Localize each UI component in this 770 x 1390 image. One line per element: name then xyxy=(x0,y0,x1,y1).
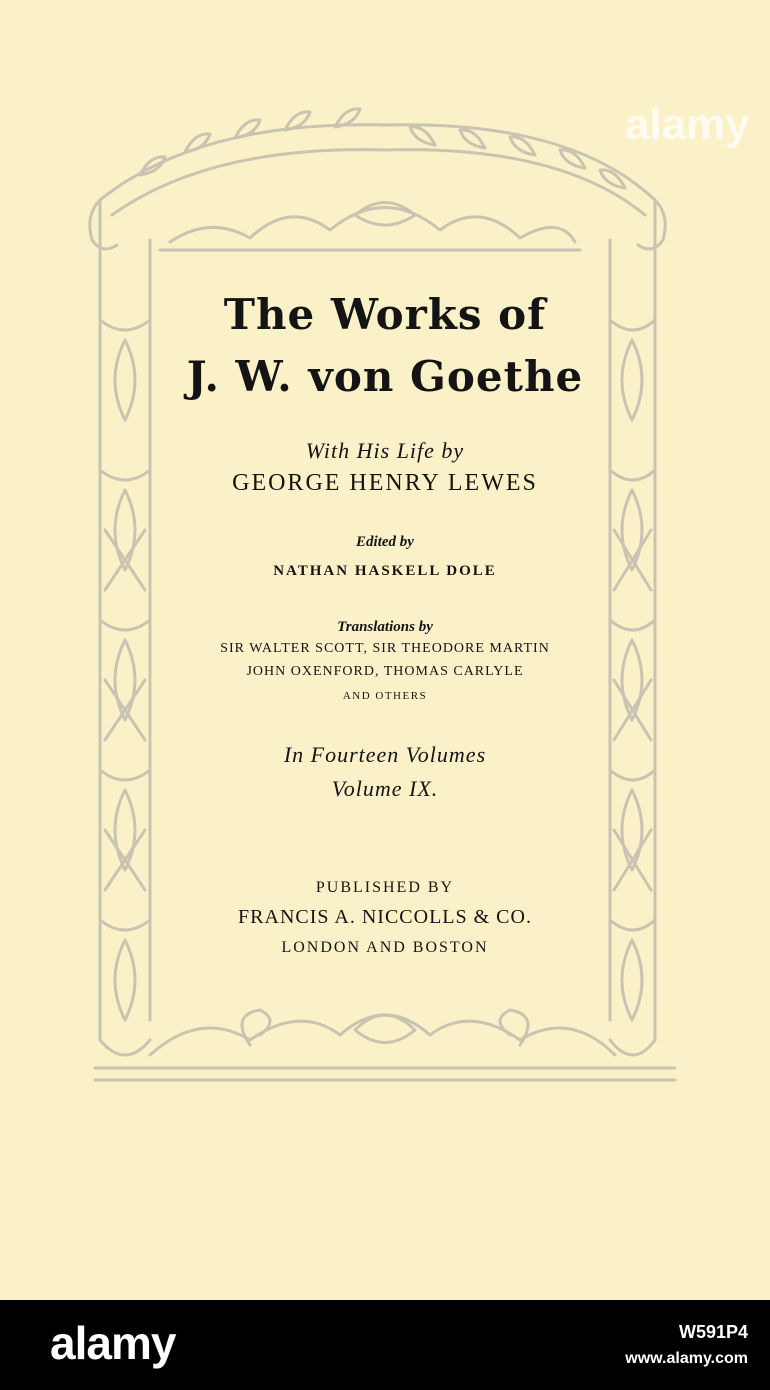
published-by: PUBLISHED BY xyxy=(315,879,455,896)
title-line-2: J. W. von Goethe xyxy=(186,352,584,401)
site-url[interactable]: www.alamy.com xyxy=(625,1350,748,1367)
with-life-by: With His Life by xyxy=(305,438,465,463)
footer-bar xyxy=(0,1300,770,1390)
life-author: GEORGE HENRY LEWES xyxy=(232,470,538,496)
translators-line-2: JOHN OXENFORD, THOMAS CARLYLE xyxy=(246,664,524,679)
publisher-location: LONDON AND BOSTON xyxy=(281,939,489,956)
volume-number: Volume IX. xyxy=(331,776,439,801)
title-line-1: The Works of xyxy=(223,290,547,339)
volumes-count: In Fourteen Volumes xyxy=(283,742,487,767)
and-others: AND OTHERS xyxy=(342,690,428,702)
translations-by: Translations by xyxy=(337,619,433,635)
alamy-watermark: alamy xyxy=(625,100,750,149)
publisher: FRANCIS A. NICCOLLS & CO. xyxy=(238,906,532,928)
editor: NATHAN HASKELL DOLE xyxy=(273,563,497,579)
translators-line-1: SIR WALTER SCOTT, SIR THEODORE MARTIN xyxy=(220,641,550,656)
alamy-logo: alamy xyxy=(50,1317,176,1369)
image-id: W591P4 xyxy=(678,1322,748,1342)
edited-by: Edited by xyxy=(356,534,414,550)
